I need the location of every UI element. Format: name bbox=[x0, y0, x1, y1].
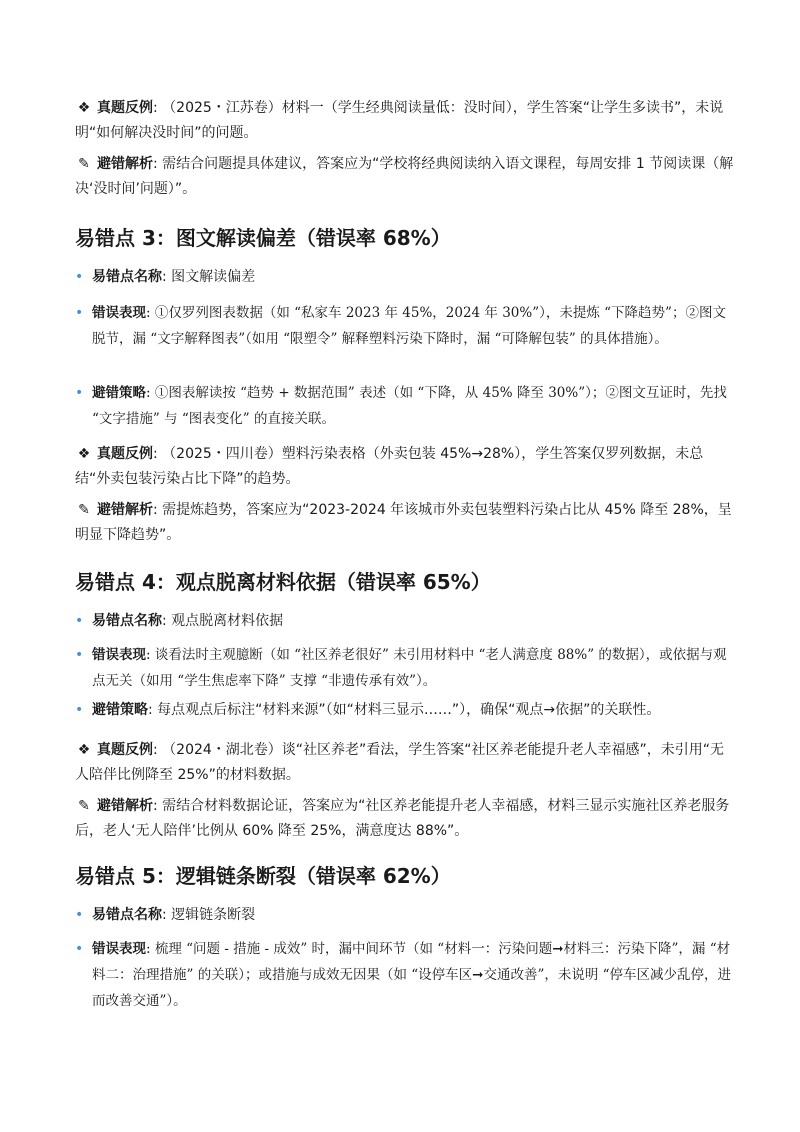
label: 易错点名称 bbox=[92, 613, 162, 629]
bullet-avoidance-strategy-4 bbox=[75, 697, 735, 723]
diamond-bullet-icon: ❖ bbox=[77, 446, 91, 462]
body-text: : 需提炼趋势，答案应为“2023-2024 年该城市外卖包装塑料污染占比从 45% 降至 28%，呈明显下降趋势”。 bbox=[75, 502, 732, 543]
label: 避错策略 bbox=[92, 702, 148, 718]
bullet-error-name-3 bbox=[75, 264, 735, 290]
label: 易错点名称 bbox=[92, 907, 162, 923]
section-heading-3: 易错点 3：图文解读偏差（错误率 68%） bbox=[75, 226, 451, 250]
body-text: : （2025・江苏卷）材料一（学生经典阅读量低：没时间），学生答案“让学生多读书”，未说明“如何解决没时间”的问题。 bbox=[75, 100, 724, 141]
body-text: : （2024・湖北卷）谈“社区养老”看法，学生答案“社区养老能提升老人幸福感”，未引用“无人陪伴比例降至 25%”的材料数据。 bbox=[75, 742, 725, 783]
bullet-avoidance-strategy-3 bbox=[75, 380, 735, 432]
label: 错误表现 bbox=[92, 941, 146, 957]
real-exam-counterexample-1 bbox=[75, 96, 735, 146]
label: 易错点名称 bbox=[92, 269, 162, 285]
bullet-dot-icon: • bbox=[75, 385, 84, 401]
diamond-bullet-icon: ❖ bbox=[77, 742, 91, 758]
pencil-icon: ✎ bbox=[78, 156, 90, 172]
bullet-dot-icon: • bbox=[75, 269, 84, 285]
bullet-error-behavior-5 bbox=[75, 936, 735, 1014]
label: 避错解析 bbox=[97, 502, 153, 518]
body-text: : 梳理 “问题 - 措施 - 成效” 时，漏中间环节（如 “材料一：污染问题➞材料三：污染下降”，漏 “材料二：治理措施” 的关联）；或措施与成效无因果（如 “设停车区➞交通改善”，未说明 “停车区减少乱停，进而改善交通”）。 bbox=[92, 941, 732, 1009]
bullet-dot-icon: • bbox=[75, 941, 84, 957]
label: 真题反例 bbox=[97, 446, 153, 462]
bullet-dot-icon: • bbox=[75, 907, 84, 923]
section-heading-4: 易错点 4：观点脱离材料依据（错误率 65%） bbox=[75, 570, 491, 594]
bullet-error-name-5 bbox=[75, 902, 735, 928]
real-exam-counterexample-2 bbox=[75, 442, 735, 492]
label: 错误表现 bbox=[92, 647, 146, 663]
body-text: : ①图表解读按 “趋势 + 数据范围” 表述（如 “下降，从 45% 降至 30%”）；②图文互证时，先找 “文字措施” 与 “图表变化” 的直接关联。 bbox=[92, 385, 727, 427]
label: 真题反例 bbox=[97, 742, 153, 758]
pencil-icon: ✎ bbox=[78, 502, 90, 518]
diamond-bullet-icon: ❖ bbox=[77, 100, 91, 116]
bullet-dot-icon: • bbox=[75, 702, 84, 718]
pencil-icon: ✎ bbox=[78, 798, 90, 814]
label: 真题反例 bbox=[97, 100, 153, 116]
label: 避错策略 bbox=[92, 385, 146, 401]
label: 避错解析 bbox=[97, 156, 153, 172]
section-heading-5: 易错点 5：逻辑链条断裂（错误率 62%） bbox=[75, 864, 451, 888]
body-text: : ①仅罗列图表数据（如 “私家车 2023 年 45%，2024 年 30%”），未提炼 “下降趋势”；②图文脱节，漏 “文字解释图表”（如用 “限塑令” 解释塑料污染下降时，漏 “可降解包装” 的具体措施）。 bbox=[92, 305, 726, 347]
error-avoidance-analysis-3 bbox=[75, 794, 735, 844]
bullet-dot-icon: • bbox=[75, 613, 84, 629]
label: 错误表现 bbox=[92, 305, 146, 321]
body-text: : 谈看法时主观臆断（如 “社区养老很好” 未引用材料中 “老人满意度 88%” 的数据），或依据与观点无关（如用 “学生焦虑率下降” 支撑 “非遗传承有效”）。 bbox=[92, 647, 727, 689]
body-text: : 逻辑链条断裂 bbox=[162, 907, 256, 923]
error-avoidance-analysis-1 bbox=[75, 152, 735, 202]
bullet-error-name-4 bbox=[75, 608, 735, 634]
body-text: : 图文解读偏差 bbox=[162, 269, 256, 285]
bullet-dot-icon: • bbox=[75, 305, 84, 321]
bullet-error-behavior-3 bbox=[75, 300, 735, 352]
label: 避错解析 bbox=[97, 798, 153, 814]
error-avoidance-analysis-2 bbox=[75, 498, 735, 548]
body-text: : 需结合问题提具体建议，答案应为“学校将经典阅读纳入语文课程，每周安排 1 节阅读课（解决‘没时间’问题）”。 bbox=[75, 156, 734, 197]
body-text: : 观点脱离材料依据 bbox=[162, 613, 284, 629]
bullet-error-behavior-4 bbox=[75, 642, 735, 694]
body-text: : （2025・四川卷）塑料污染表格（外卖包装 45%→28%），学生答案仅罗列数据，未总结“外卖包装污染占比下降”的趋势。 bbox=[75, 446, 704, 487]
bullet-dot-icon: • bbox=[75, 647, 84, 663]
body-text: : 每点观点后标注“材料来源”（如“材料三显示……”），确保“观点→依据”的关联性。 bbox=[148, 702, 661, 718]
body-text: : 需结合材料数据论证，答案应为“社区养老能提升老人幸福感，材料三显示实施社区养老服务后，老人‘无人陪伴’比例从 60% 降至 25%，满意度达 88%”。 bbox=[75, 798, 730, 839]
real-exam-counterexample-3 bbox=[75, 738, 735, 788]
